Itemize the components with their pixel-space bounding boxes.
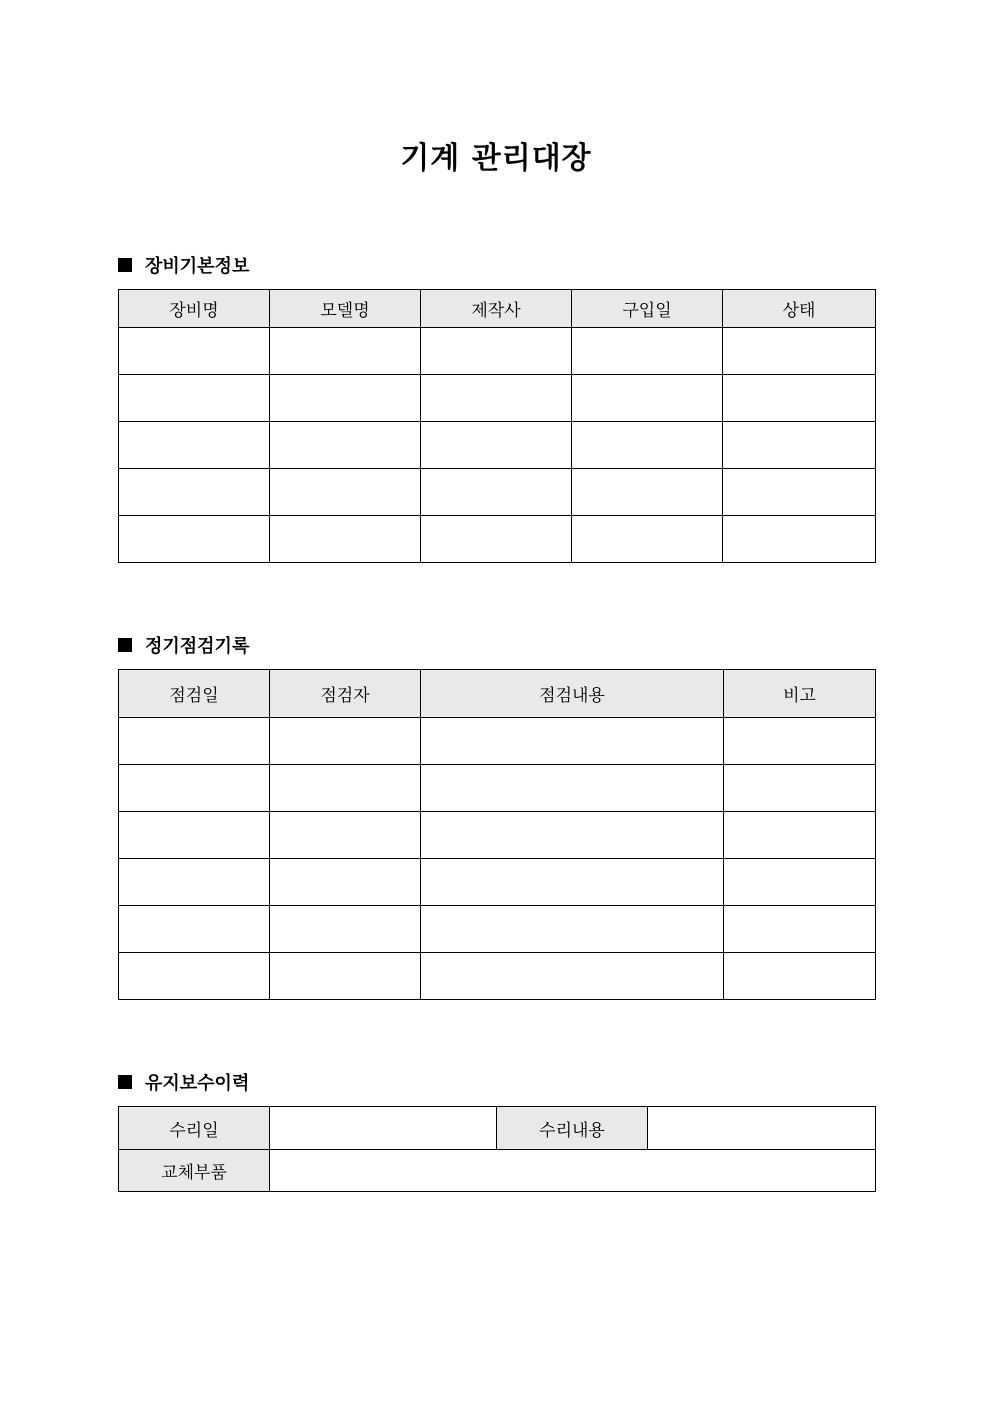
table-cell[interactable] [270,718,421,765]
table-cell[interactable] [270,469,421,516]
table-row [119,469,876,516]
table-cell[interactable] [119,328,270,375]
table-row [119,375,876,422]
maintenance-table [118,1106,876,1192]
table-cell[interactable] [421,859,724,906]
table-cell[interactable] [723,375,876,422]
page-title: 기계 관리대장 [400,141,592,176]
column-header: 비고 [724,670,876,718]
section-heading-maintenance [118,1070,249,1094]
inspection-table [118,669,876,1000]
table-cell[interactable] [119,718,270,765]
column-header: 점검자 [270,670,421,718]
repair-date-label: 수리일 [119,1107,270,1150]
replaced-parts-label: 교체부품 [119,1150,270,1192]
table-cell[interactable] [270,328,421,375]
table-cell[interactable] [421,718,724,765]
column-header: 점검일 [119,670,270,718]
table-cell[interactable] [724,812,876,859]
table-cell[interactable] [270,812,421,859]
table-cell[interactable] [723,422,876,469]
table-row [119,765,876,812]
table-row [119,859,876,906]
table-cell[interactable] [270,953,421,1000]
table-cell[interactable] [723,328,876,375]
table-row [119,718,876,765]
table-row [119,1150,876,1192]
table-cell[interactable] [421,812,724,859]
table-cell[interactable] [270,906,421,953]
table-row [119,812,876,859]
table-cell[interactable] [572,469,723,516]
column-header: 제작사 [421,290,572,328]
table-row [119,516,876,563]
table-cell[interactable] [724,906,876,953]
table-cell[interactable] [572,422,723,469]
table-cell[interactable] [723,516,876,563]
table-cell[interactable] [421,422,572,469]
table-cell[interactable] [421,469,572,516]
table-cell[interactable] [270,516,421,563]
table-header-row [119,670,876,718]
table-cell[interactable] [270,859,421,906]
table-cell[interactable] [119,469,270,516]
column-header: 상태 [723,290,876,328]
table-cell[interactable] [119,516,270,563]
table-row [119,1107,876,1150]
section-heading-equipment-info [118,253,249,277]
table-cell[interactable] [119,859,270,906]
column-header: 점검내용 [421,670,724,718]
table-cell[interactable] [119,765,270,812]
table-cell[interactable] [270,422,421,469]
repair-content-field[interactable] [648,1107,876,1150]
section-heading-inspection [118,633,249,657]
table-cell[interactable] [270,375,421,422]
repair-content-label: 수리내용 [497,1107,648,1150]
table-row [119,906,876,953]
table-cell[interactable] [572,516,723,563]
table-row [119,328,876,375]
table-cell[interactable] [119,375,270,422]
table-cell[interactable] [119,953,270,1000]
section-title: 정기점검기록 [145,636,250,657]
equipment-info-table [118,289,876,563]
table-cell[interactable] [421,516,572,563]
column-header: 구입일 [572,290,723,328]
section-title: 유지보수이력 [145,1073,250,1094]
table-cell[interactable] [723,469,876,516]
table-cell[interactable] [421,765,724,812]
square-bullet-icon [118,1075,132,1089]
square-bullet-icon [118,258,132,272]
section-title: 장비기본정보 [145,256,250,277]
table-cell[interactable] [724,859,876,906]
column-header: 모델명 [270,290,421,328]
table-row [119,422,876,469]
table-cell[interactable] [270,765,421,812]
table-cell[interactable] [119,422,270,469]
table-cell[interactable] [724,765,876,812]
table-cell[interactable] [421,953,724,1000]
table-cell[interactable] [421,328,572,375]
table-cell[interactable] [724,718,876,765]
table-cell[interactable] [724,953,876,1000]
table-cell[interactable] [572,375,723,422]
table-row [119,953,876,1000]
table-cell[interactable] [572,328,723,375]
replaced-parts-field[interactable] [270,1150,876,1192]
table-cell[interactable] [119,906,270,953]
table-header-row [119,290,876,328]
table-cell[interactable] [421,906,724,953]
column-header: 장비명 [119,290,270,328]
square-bullet-icon [118,638,132,652]
repair-date-field[interactable] [270,1107,497,1150]
table-cell[interactable] [421,375,572,422]
table-cell[interactable] [119,812,270,859]
